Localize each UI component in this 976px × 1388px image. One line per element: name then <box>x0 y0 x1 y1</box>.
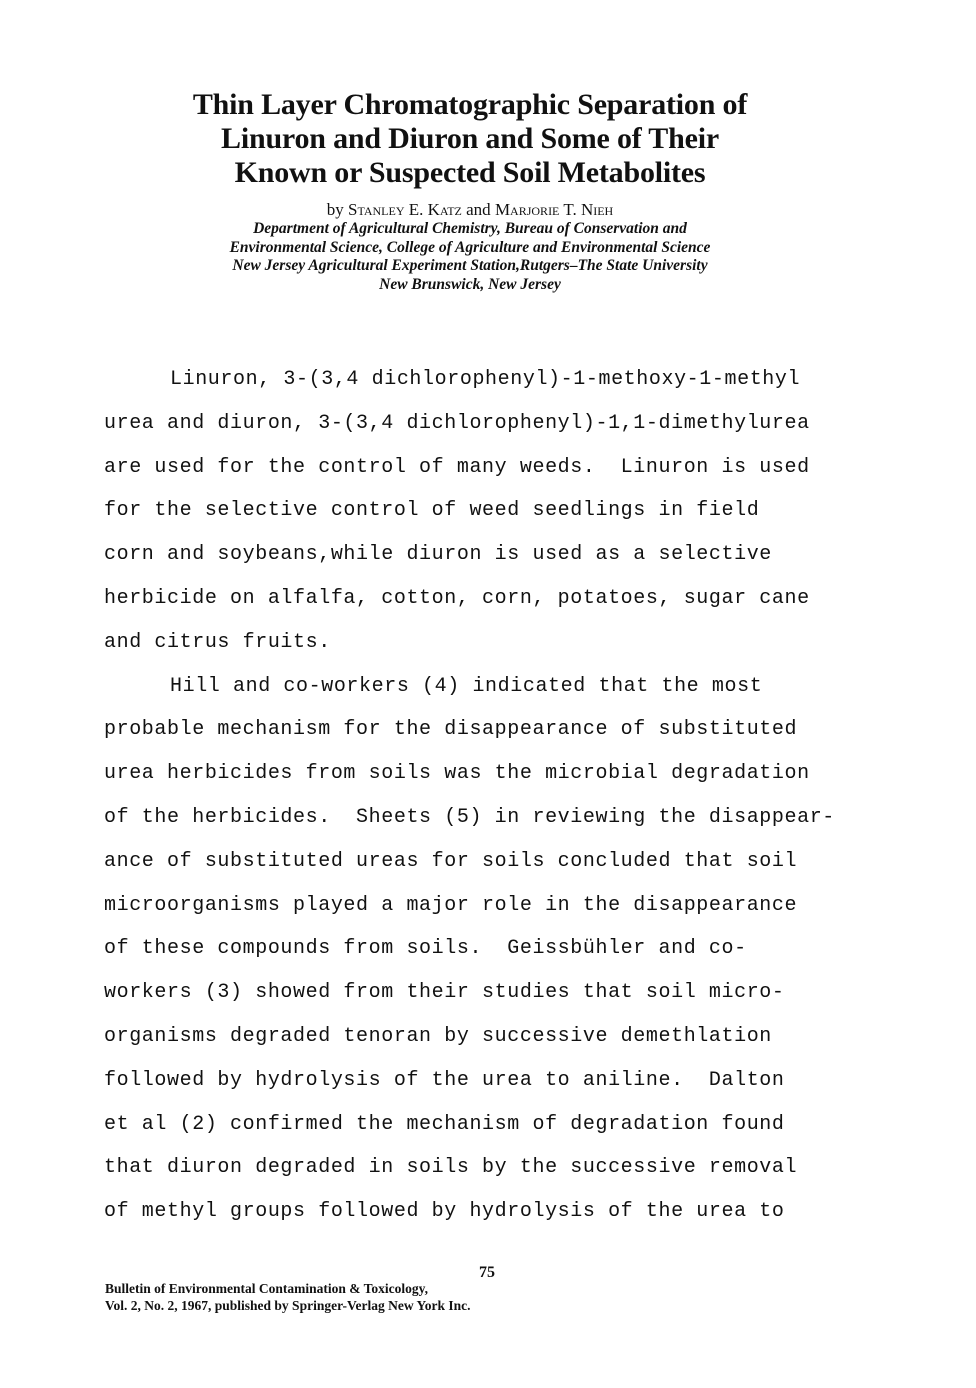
body-line: Hill and co-workers (4) indicated that the most <box>170 674 763 698</box>
author-name: Marjorie T. Nieh <box>494 200 614 219</box>
body-line: herbicide on alfalfa, cotton, corn, potatoes, sugar cane <box>104 586 810 610</box>
body-line: of the herbicides. Sheets (5) in reviewing the disappear- <box>104 805 835 829</box>
body-line: et al (2) confirmed the mechanism of degradation found <box>104 1112 785 1136</box>
article-header <box>0 88 940 294</box>
byline <box>0 200 940 220</box>
title-line: Linuron and Diuron and Some of Their <box>221 122 719 155</box>
body-line: urea and diuron, 3-(3,4 dichlorophenyl)-1,1-dimethylurea <box>104 411 810 435</box>
body-line: followed by hydrolysis of the urea to aniline. Dalton <box>104 1068 785 1092</box>
body-line: are used for the control of many weeds. Linuron is used <box>104 455 810 479</box>
title-line: Thin Layer Chromatographic Separation of <box>192 88 748 121</box>
body-line: probable mechanism for the disappearance of substituted <box>104 718 798 742</box>
author-name: Stanley E. Katz <box>348 200 462 219</box>
body-line: of these compounds from soils. Geissbühler and co- <box>104 937 747 961</box>
affiliation-line: Department of Agricultural Chemistry, Bureau of Conservation and <box>253 220 687 237</box>
body-line: ance of substituted ureas for soils concluded that soil <box>104 849 798 873</box>
body-line: urea herbicides from soils was the microbial degradation <box>104 762 810 786</box>
byline-conjunction: and <box>461 200 495 219</box>
body-text <box>104 358 904 1234</box>
body-line: workers (3) showed from their studies that soil micro- <box>104 981 785 1005</box>
body-line: that diuron degraded in soils by the successive removal <box>104 1156 798 1180</box>
byline-prefix: by <box>326 200 348 219</box>
body-line: corn and soybeans,while diuron is used as a selective <box>104 543 772 567</box>
body-line: microorganisms played a major role in the disappearance <box>104 893 798 917</box>
title-line: Known or Suspected Soil Metabolites <box>234 156 706 189</box>
page-number: 75 <box>479 1264 495 1281</box>
affiliation-line: New Brunswick, New Jersey <box>379 275 561 293</box>
journal-footer <box>105 1280 471 1314</box>
body-line: and citrus fruits. <box>104 630 331 654</box>
body-line: for the selective control of weed seedlings in field <box>104 499 760 523</box>
footer-line: Vol. 2, No. 2, 1967, published by Springer-Verlag New York Inc. <box>105 1298 471 1313</box>
footer-line: Bulletin of Environmental Contamination & Toxicology, <box>105 1281 429 1296</box>
affiliation-line: New Jersey Agricultural Experiment Station,Rutgers–The State University <box>232 257 708 274</box>
body-line: Linuron, 3-(3,4 dichlorophenyl)-1-methoxy-1-methyl <box>170 368 801 391</box>
body-line: of methyl groups followed by hydrolysis of the urea to <box>104 1200 785 1224</box>
affiliation-line: Environmental Science, College of Agriculture and Environmental Science <box>229 238 711 256</box>
body-line: organisms degraded tenoran by successive demethlation <box>104 1024 772 1048</box>
